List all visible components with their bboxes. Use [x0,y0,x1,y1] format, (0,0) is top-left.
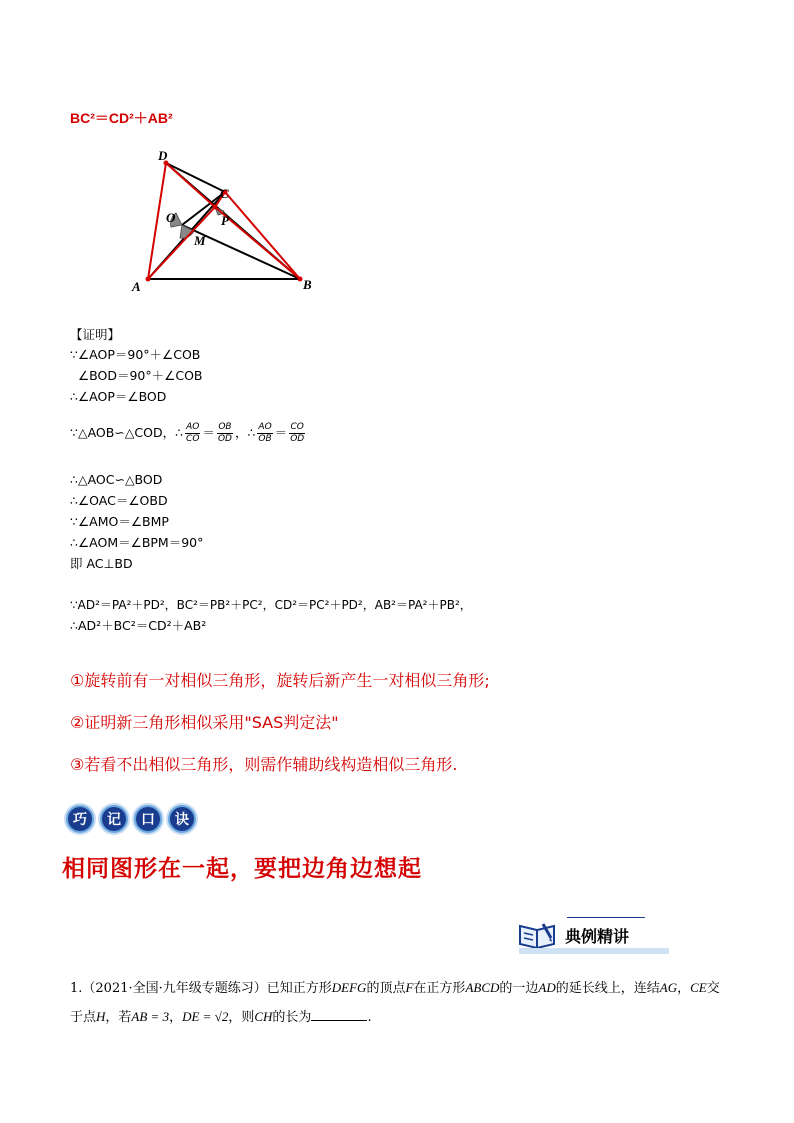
proof-line-7: ∴∠AOM＝∠BPM＝90° [70,535,204,550]
label-A: A [132,279,141,294]
note-1: ①旋转前有一对相似三角形，旋转后新产生一对相似三角形; [70,671,490,690]
header-rule [567,917,645,918]
label-C: C [220,186,229,201]
header-underbar [519,948,669,954]
mnemonic-slogan: 相同图形在一起，要把边角边想起 [62,856,422,882]
proof-squares-line: ∵AD²＝PA²＋PD²，BC²＝PB²＋PC²，CD²＝PC²＋PD²，AB²＝PA²＋PB²， [70,598,472,612]
example-section-header [517,914,677,954]
example-title: 典例精讲 [565,927,630,946]
open-book-icon [517,918,559,950]
label-P: P [221,213,229,228]
badge-char: 口 [134,805,162,833]
answer-blank[interactable] [311,1008,367,1021]
segment-PD [166,163,215,207]
proof-line-8: 即 AC⊥BD [70,556,133,571]
badge-char: 诀 [168,805,196,833]
proof-line-1: ∵∠AOP＝90°＋∠COB [70,347,201,362]
note-3: ③若看不出相似三角形，则需作辅助线构造相似三角形. [70,755,458,774]
label-O: O [166,210,176,225]
badge-char: 记 [100,805,128,833]
proof-line-3: ∴∠AOP＝∠BOD [70,389,167,404]
proof-line-5: ∴∠OAC＝∠OBD [70,493,168,508]
badge-char: 巧 [66,805,94,833]
proof-line-6: ∵∠AMO＝∠BMP [70,514,169,529]
proof-heading: 【证明】 [70,327,121,342]
label-M: M [194,233,206,248]
note-2: ②证明新三角形相似采用"SAS判定法" [70,713,339,732]
proof-conclusion: ∴AD²＋BC²＝CD²＋AB² [70,618,207,633]
proof-line-2: ∠BOD＝90°＋∠COB [70,368,203,383]
label-B: B [303,277,312,292]
geometry-diagram [120,145,320,295]
header-formula: BC²＝CD²＋AB² [70,110,173,126]
mnemonic-badges [66,805,196,833]
proof-line-4: ∴△AOC∽△BOD [70,472,163,487]
problem-1: 1.（2021·全国·九年级专题练习）已知正方形DEFG的顶点F在正方形ABCD的一边AD的延长线上，连结AG，CE交于点H，若AB = 3，DE = √2，则CH的长为 . [70,980,720,1025]
label-D: D [158,148,168,163]
segment-CB [225,192,300,279]
proof-similar-line: ∵△AOB∽△COD，∴ $\frac{AO}{CO}$ ＝ $\frac{OB}{OD}$ ，∴ $\frac{AO}{OB}$ ＝ $\frac{CO}{OD}$ [70,422,305,444]
